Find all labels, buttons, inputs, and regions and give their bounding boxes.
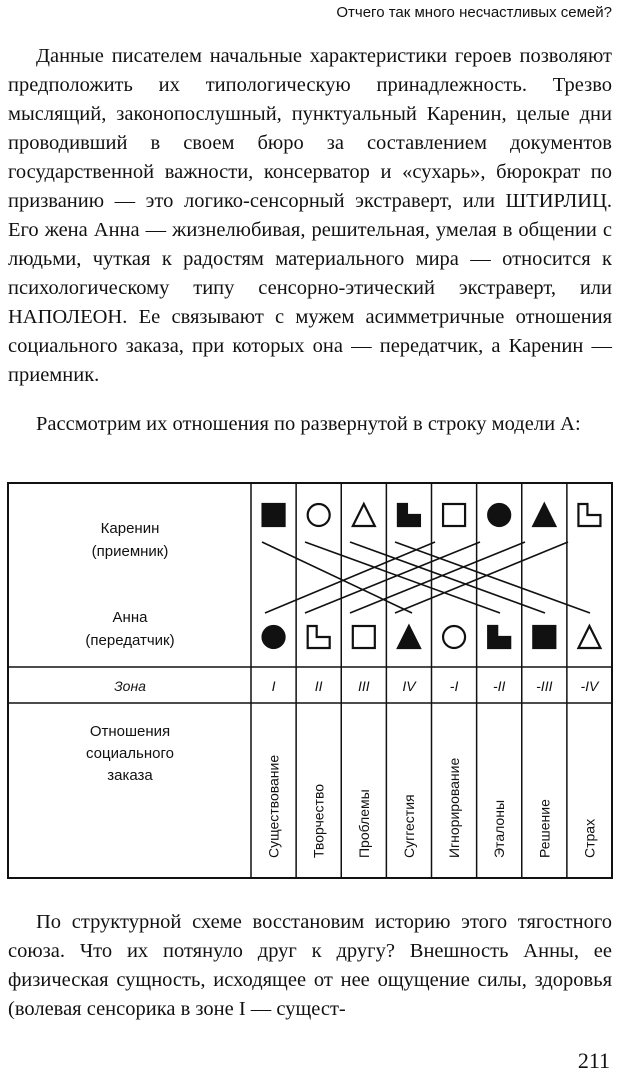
connection-line xyxy=(305,542,500,613)
bottom-symbol-filled-step xyxy=(488,626,510,648)
relation-name: Эталоны xyxy=(491,799,508,858)
connection-lines xyxy=(262,542,590,613)
zone-number: -I xyxy=(449,678,459,694)
paragraph-2 xyxy=(8,410,612,439)
top-symbol-filled-square xyxy=(263,504,285,526)
paragraph-2-text: Рассмотрим их отношения по развернутой в строку модели А: xyxy=(36,413,581,435)
zone-label: Зона xyxy=(114,678,146,694)
relation-name: Игнорирование xyxy=(446,757,463,858)
zone-number: -II xyxy=(492,678,506,694)
top-symbol-filled-step xyxy=(398,504,420,526)
connection-line xyxy=(395,542,568,613)
top-symbol-filled-triangle xyxy=(533,504,555,526)
top-person-name: Каренин xyxy=(100,520,160,537)
relation-name: Проблемы xyxy=(355,789,372,858)
top-symbol-triangle xyxy=(353,504,375,526)
bottom-symbol-square xyxy=(353,626,375,648)
zone-number: IV xyxy=(402,678,416,694)
bottom-symbol-circle xyxy=(443,626,465,648)
zone-row xyxy=(272,678,600,694)
top-symbol-square xyxy=(443,504,465,526)
bottom-symbol-triangle xyxy=(578,626,600,648)
relation-label-2: социального xyxy=(85,745,175,762)
connection-line xyxy=(350,542,545,613)
top-symbol-circle xyxy=(308,504,330,526)
relation-name: Творчество xyxy=(310,783,327,858)
relation-name: Страх xyxy=(581,818,598,858)
zone-number: -IV xyxy=(580,678,599,694)
paragraph-1-text: Данные писателем начальные характеристики героев позволяют предположить их типологическую принадлежность. Трезво мыслящий, законопослушный, пунктуальный Каренин, целые дни проводивший в своем бюро за составлением документов государственной важности, консерватор и «сухарь», бюрократ по призванию — это логико-сенсорный экстраверт, или ШТИРЛИЦ. Его жена Анна — жизнелюбивая, решительная, умелая в общении с людьми, чуткая к радостям материального мира — относится к психологическому типу сенсорно-этический экстраверт, или НАПОЛЕОН. Ее связывают с мужем асимметричные отношения социального заказа, при которых она — передатчик, а Каренин — приемник. xyxy=(8,45,612,386)
model-a-diagram xyxy=(0,475,620,883)
connection-line xyxy=(305,542,480,613)
relation-name: Суггестия xyxy=(400,794,417,858)
zone-number: II xyxy=(314,678,323,694)
relation-label-1: Отношения xyxy=(89,723,171,740)
bottom-symbol-step xyxy=(308,626,330,648)
bottom-symbol-filled-square xyxy=(533,626,555,648)
paragraph-3 xyxy=(8,908,612,1024)
paragraph-3-text: По структурной схеме восстановим историю этого тягостного союза. Что их потянуло друг к другу? Внешность Анны, ее физическая сущность, исходящее от нее ощущение силы, здоровья (волевая сенсорика в зоне I — сущест- xyxy=(8,911,612,1020)
bottom-person-role: (передатчик) xyxy=(85,632,175,649)
relation-name: Решение xyxy=(536,799,553,858)
zone-number: III xyxy=(357,678,370,694)
relation-name: Существование xyxy=(265,754,282,858)
top-person-role: (приемник) xyxy=(91,543,169,560)
connection-line xyxy=(395,542,590,613)
bottom-symbol-filled-circle xyxy=(263,626,285,648)
bottom-person-name: Анна xyxy=(112,609,148,626)
top-symbol-step xyxy=(578,504,600,526)
connection-line xyxy=(262,542,412,613)
paragraph-1 xyxy=(8,42,612,390)
relation-label-3: заказа xyxy=(107,767,153,784)
connection-line xyxy=(350,542,525,613)
top-symbol-filled-circle xyxy=(488,504,510,526)
connection-line xyxy=(265,542,435,613)
page-number: 211 xyxy=(577,1048,610,1073)
running-header: Отчего так много несчастливых семей? xyxy=(336,4,612,21)
zone-number: I xyxy=(271,678,276,694)
bottom-symbol-filled-triangle xyxy=(398,626,420,648)
zone-number: -III xyxy=(536,678,553,694)
